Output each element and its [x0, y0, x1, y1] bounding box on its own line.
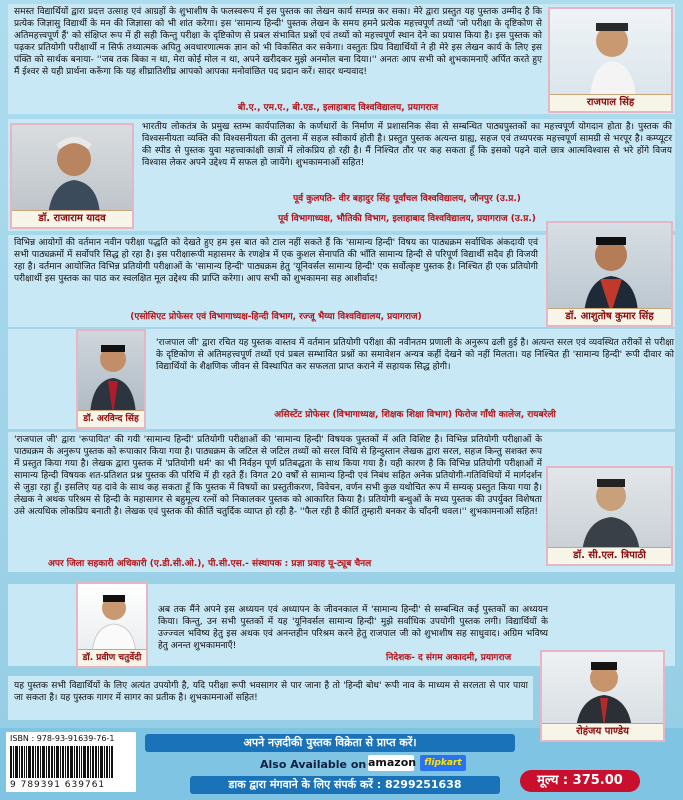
- section-text: समस्त विद्यार्थियों द्वारा प्रदत्त उत्साह एवं आग्रहों के शुभाशीष के फलस्वरूप में इस पुस्तक का लेखन कार्य सम्पन्न कर सका। मेरे द्वारा प्रस्तुत यह पुस्तक उम्मीद है कि प्रत्येक जिज्ञासु विद्यार्थी के मन की जिज्ञासा को भी शांत करेगा। इस 'सामान्य हिन्दी' पुस्तक लेखन के समय हमने प्रत्येक महत्त्वपूर्ण तथ्यों 'जो परीक्षा के दृष्टिकोण से अतिमहत्त्वपूर्ण हैं' को संक्षिप्त रूप में ही सही किन्तु परीक्षा के दृष्टिकोण से प्रबल संभावित प्रश्नों एवं तथ्यों को महत्त्वपूर्ण स्थान देने का प्रयास किया है। इस पुस्तक को पढ़कर प्रतियोगी परीक्षार्थी न सिर्फ तथ्यात्मक अपितु अवधारणात्मक ज्ञान को भी विकसित कर सकेगा। वस्तुतः प्रिय विद्यार्थियों ने ही मेरे इस लेखन कार्य के लिए इस पंक्ति को सार्थक बनाया- ''जब तक बिका न था, मेरा कोई मोल न था, अपने खरीदकर मुझे अनमोल बना दिया।'' अनतः आप सभी को शुभकामनाएँ अर्पित करते हुए मैं ईश्वर से यही प्रार्थना करूँगा कि यह शीघ्रातिशीघ्र आपको आपका मनोवांछित पद प्रदान करें। सादर धन्यवाद!: [14, 7, 542, 77]
- signature-line-1: पूर्व कुलपति- वीर बहादुर सिंह पूर्वांचल विश्वविद्यालय, जौनपुर (उ.प्र.): [293, 194, 521, 204]
- photo-caption: डॉ. प्रवीण चतुर्वेदी: [78, 649, 146, 666]
- author-photo: [546, 221, 673, 327]
- photo-caption: डॉ. राजाराम यादव: [12, 210, 132, 227]
- section-rajpal: [8, 4, 675, 114]
- section-text: अब तक मैंने अपने इस अध्ययन एवं अध्यापन के जीवनकाल में 'सामान्य हिन्दी' से सम्बन्धित कई पुस्तकों का अध्ययन किया। किन्तु, उन सभी पुस्तकों में यह 'यूनिवर्सल सामान्य हिन्दी' मुझे सर्वाधिक उपयोगी पुस्तक लगी। विद्यार्थियों के उज्ज्वल भविष्य हेतु इस अथक एवं अनन्तहीन परिश्रम करने हेतु राजपाल जी को शुभाशीष सह साधुवाद। अग्रिम भविष्य हेतु अनन्त शुभकामनाएँ!: [158, 605, 548, 651]
- section-text: भारतीय लोकतंत्र के प्रमुख स्तम्भ कार्यपालिका के कर्णधारों के निर्माण में प्रशासनिक सेवा से सम्बन्धित पाठ्यपुस्तकों का महत्त्वपूर्ण योगदान होता है। पुस्तक की विश्वसनीयता व्यक्ति की विश्वसनीयता की तुलना में सहज स्वीकार्य होती है। प्रस्तुत पुस्तक अत्यन्त ग्राह्य, सहज एवं तथ्यपरक महत्त्वपूर्ण सामग्री से भरपूर है। कम्प्यूटर की स्पीड से पुस्तक युवा महत्त्वाकांक्षी छात्रों में लोकप्रिय हो रही है। मैं निश्चित तौर पर कह सकता हूँ कि इसको पढ़ने वाले छात्र आत्मविश्वास से भरे होंगे विजय विश्वास लेकर अपने उद्देश्य में सफल हो जायेंगे। शुभकामनाओं सहित!: [142, 122, 672, 168]
- amazon-logo: [368, 755, 417, 771]
- barcode-digits: 9 789391 639761: [10, 780, 106, 790]
- signature: अपर जिला सहकारी अधिकारी (ए.डी.सी.ओ.), पी.सी.एस.- संस्थापक : प्रज्ञा प्रवाह यू-ट्यूब चैनल: [48, 559, 372, 569]
- barcode: [10, 746, 128, 778]
- signature: निदेशक- द संगम अकादमी, प्रयागराज: [386, 653, 512, 663]
- section-ashutosh: [8, 235, 675, 327]
- price-badge: मूल्य : 375.00: [520, 770, 640, 792]
- flipkart-logo: [420, 755, 466, 771]
- photo-caption: राजपाल सिंह: [550, 94, 671, 111]
- author-photo: [546, 466, 673, 566]
- section-rajaram: [8, 119, 675, 231]
- amazon-label: amazon: [368, 756, 417, 769]
- section-text: यह पुस्तक सभी विद्यार्थियों के लिए अत्यंत उपयोगी है, यदि परीक्षा रूपी भवसागर से पार जाना है तो 'हिन्दी बोध' रूपी नाव के माध्यम से सरलता से पार पाया जा सकता है। यह पुस्तक गागर में सागर का प्रतीक है। शुभकामनाओं सहित!: [14, 681, 528, 703]
- isbn-barcode: [6, 732, 136, 792]
- post-order-line: [190, 776, 500, 794]
- photo-caption: डॉ. आशुतोष कुमार सिंह: [548, 308, 671, 325]
- section-rohanjay: [8, 676, 533, 720]
- section-text: विभिन्न आयोगों की वर्तमान नवीन परीक्षा पद्धति को देखते हुए हम इस बात को टाल नहीं सकते हैं कि 'सामान्य हिन्दी' विषय का पाठ्यक्रम सर्वाधिक अंकदायी एवं सभी पाठ्यक्रमों में सर्वोपरि सिद्ध हो रहा है। इस परीक्षारूपी महासमर के रणक्षेत्र में एक कुशल सेनापति की भाँति सामान्य हिन्दी से परिपूर्ण विद्यार्थी सदैव ही विजयी रहा है। वर्तमान आयोजित विभिन्न प्रतियोगी परीक्षाओं के 'सामान्य हिन्दी' पाठ्यक्रम हेतु 'यूनिवर्सल सामान्य हिन्दी' एक सर्वोत्कृष्ट पुस्तक है। निश्चित ही एक प्रतियोगी परीक्षार्थी इस पुस्तक का पाठ कर स्वलक्षित मूल उद्देश्य की प्राप्ति करेगा। आप सभी को शुभकामना सह आशीर्वाद!: [14, 238, 538, 284]
- signature-line-2: पूर्व विभागाध्यक्ष, भौतिकी विभाग, इलाहाबाद विश्वविद्यालय, प्रयागराज (उ.प्र.): [278, 214, 536, 224]
- section-text: 'राजपाल जी' द्वारा रचित यह पुस्तक वास्तव में वर्तमान प्रतियोगी परीक्षा की नवीनतम प्रणाली के अनुरूप ढली हुई है। अत्यन्त सरल एवं व्यवस्थित तरीकों से परीक्षा के दृष्टिकोण से अतिमहत्त्वपूर्ण तथ्यों एवं प्रबल सम्भावित प्रश्नों का समावेशन अन्यत्र कहीं देखने को नहीं मिलता। यह निश्चित ही 'सामान्य हिन्दी' रूपी दीवार को विद्यार्थियों के शैक्षणिक जीवन से विस्थापित कर सफलता प्राप्त कराने में सहायक सिद्ध होगी।: [156, 338, 674, 372]
- isbn-text: ISBN : 978-93-91639-76-1: [10, 734, 115, 743]
- photo-caption: डॉ. अरविन्द सिंह: [78, 410, 144, 427]
- flipkart-label: flipkart: [424, 758, 462, 768]
- section-tripathi: [8, 432, 675, 572]
- author-photo: [548, 7, 673, 113]
- post-order-label: डाक द्वारा मंगवाने के लिए संपर्क करें :: [228, 778, 382, 791]
- signature: (एसोसिएट प्रोफेसर एवं विभागाध्यक्ष-हिन्दी विभाग, रज्जू भैय्या विश्वविद्यालय, प्रयागराज): [130, 312, 422, 322]
- author-photo: [76, 582, 148, 668]
- author-photo: [540, 650, 665, 742]
- author-photo: [76, 329, 146, 429]
- available-line: अपने नज़दीकी पुस्तक विक्रेता से प्राप्त करें।: [145, 734, 515, 752]
- photo-caption: डॉ. सी.एल. त्रिपाठी: [548, 547, 671, 564]
- also-available-label: Also Available on: [260, 758, 367, 771]
- phone-number: 8299251638: [384, 778, 462, 791]
- signature: असिस्टेंट प्रोफेसर (विभागाध्यक्ष, शिक्षक शिक्षा विभाग) फिरोज गाँधी कालेज, रायबरेली: [274, 410, 556, 420]
- author-photo: [10, 123, 134, 229]
- section-text: 'राजपाल जी' द्वारा 'रूपायित' की गयी 'सामान्य हिन्दी' प्रतियोगी परीक्षाओं की 'सामान्य हिन्दी' विषयक पुस्तकों में अति विशिष्ट है। विभिन्न प्रतियोगी परीक्षाओं के पाठ्यक्रम के अनुरूप पुस्तक को रूपाकार किया गया है। पाठ्यक्रम के जटिल से जटिल तथ्यों को सरल विधि से हिन्दुस्तान लेखक द्वारा सरल, सहज किन्तु सशक्त रूप में प्रस्तुत किया गया है। लेखक द्वारा पुस्तक में 'प्रतियोगी धर्म' का भी निर्वहन पूर्ण प्रतिबद्धता के साथ किया गया है। यही कारण है कि विभिन्न प्रतियोगी परीक्षाओं में सामान्य हिन्दी विषयक शत-प्रतिशत प्रश्न पुस्तक की परिधि में ही रहते हैं। विगत 20 वर्षों से सामान्य हिन्दी एवं निबंध सहित अनेक प्रतियोगी-गतिविधियों में मार्गदर्शन से जुड़ा रहा हूँ। इसलिए यह दावे के साथ कह सकता हूँ कि पुस्तक में विषयों का प्रस्तुतीकरण, विवेचन, वर्णन सभी कुछ यथोचित रूप में सम्यक् प्रस्तुत किया गया है। लेखक ने अथक परिश्रम से हिन्दी के महासागर से बहुमूल्य रत्नों को निकालकर पुस्तक को आकारित किया है। प्रतियोगी बन्धुओं के मध्य पुस्तक की उपर्युक्त विशेषता उसे अत्यधिक लोकप्रिय बनाती है। लेखक एवं पुस्तक की कीर्ति चतुर्दिक व्याप्त हो रही है- ''फैल रही है कीर्ति तुम्हारी बनकर के चाँदनी धवल।'' शुभकामनाओं सहित!: [14, 435, 542, 517]
- photo-caption: रोहंजय पाण्डेय: [542, 723, 663, 740]
- section-arvind: [8, 329, 675, 429]
- signature: बी.ए., एम.ए., बी.एड., इलाहाबाद विश्वविद्यालय, प्रयागराज: [237, 103, 439, 113]
